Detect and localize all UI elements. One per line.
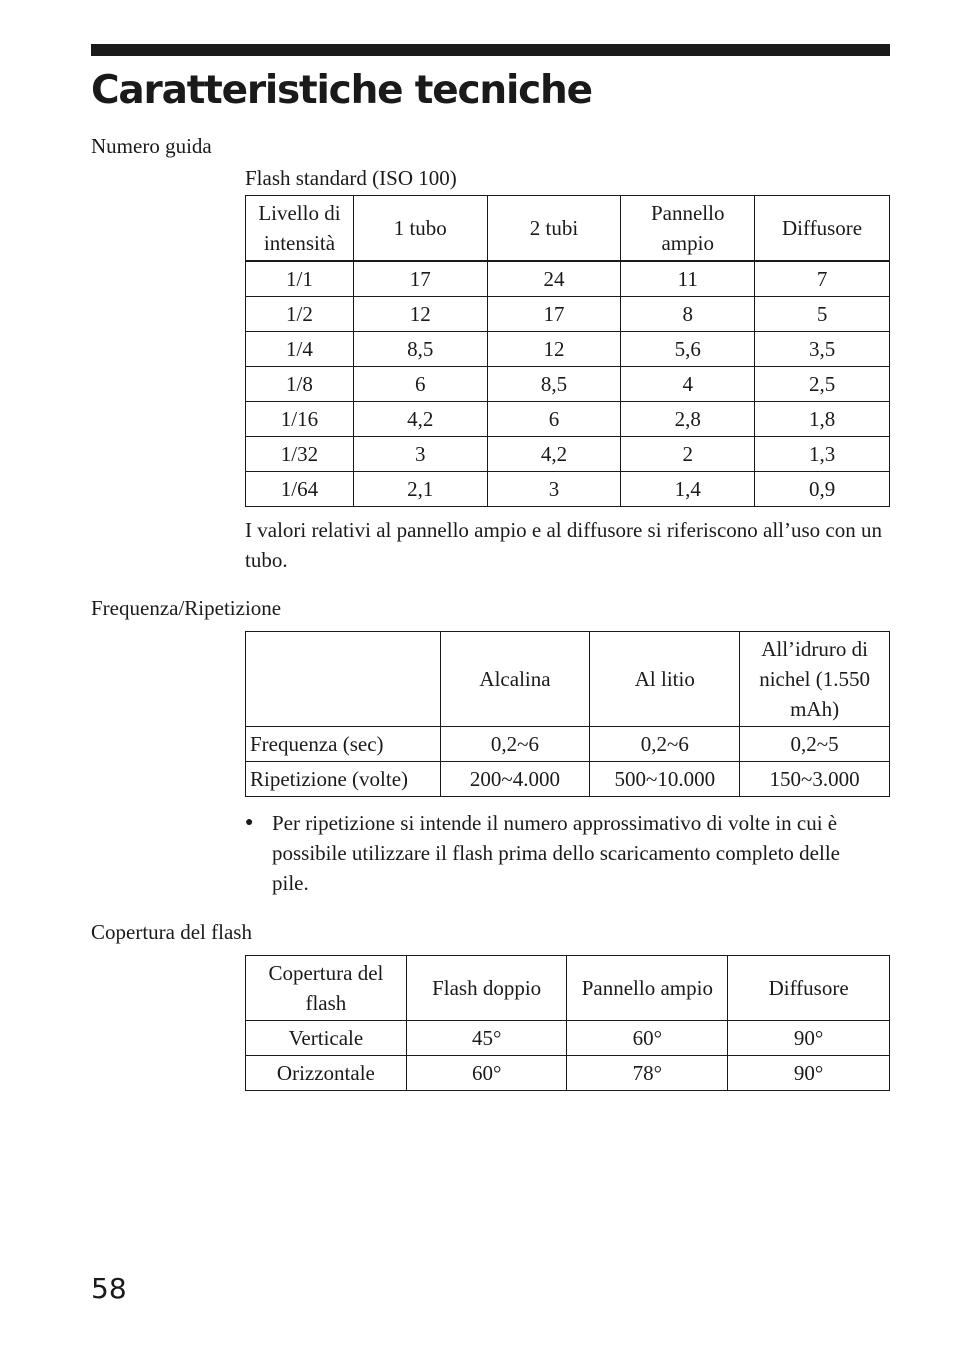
table-cell: 200~4.000 — [440, 762, 590, 797]
table-cell: 12 — [487, 332, 621, 367]
column-header: All’idruro di nichel (1.550 mAh) — [740, 632, 890, 727]
table-cell: 1/1 — [246, 261, 354, 297]
table-cell: 6 — [353, 367, 487, 402]
table-cell: 0,9 — [755, 472, 890, 507]
table-cell: 90° — [728, 1021, 890, 1056]
table-cell: 78° — [567, 1056, 728, 1091]
table-row — [246, 1056, 890, 1091]
section-label-frequency: Frequenza/Ripetizione — [91, 596, 282, 620]
column-header: Alcalina — [440, 632, 590, 727]
table-cell: 0,2~6 — [440, 727, 590, 762]
page-title: Caratteristiche tecniche — [91, 68, 592, 113]
table-cell: 24 — [487, 261, 621, 297]
table-cell: 60° — [567, 1021, 728, 1056]
table-cell: 2,1 — [353, 472, 487, 507]
bullet-text: Per ripetizione si intende il numero approssimativo di volte in cui è possibile utilizzare il flash prima dello scaricamento completo delle pile. — [272, 811, 840, 895]
row-label: Ripetizione (volte) — [246, 762, 441, 797]
page-number: 58 — [91, 1272, 127, 1305]
table-cell: 3,5 — [755, 332, 890, 367]
table-cell: 1/64 — [246, 472, 354, 507]
table-cell: 4 — [621, 367, 755, 402]
table-cell: 45° — [406, 1021, 567, 1056]
table-cell: 1/8 — [246, 367, 354, 402]
table-cell: 3 — [353, 437, 487, 472]
table-cell: 500~10.000 — [590, 762, 740, 797]
coverage-table — [245, 955, 890, 1091]
table-cell: 2,8 — [621, 402, 755, 437]
table-cell: 0,2~6 — [590, 727, 740, 762]
table-cell: 1/32 — [246, 437, 354, 472]
row-label: Verticale — [246, 1021, 407, 1056]
table-row — [246, 297, 890, 332]
table-cell: 12 — [353, 297, 487, 332]
guide-number-table — [245, 195, 890, 507]
table-cell: 4,2 — [487, 437, 621, 472]
bullet-icon: ● — [245, 815, 254, 830]
table-cell: 7 — [755, 261, 890, 297]
table-cell: 1,8 — [755, 402, 890, 437]
section-label-guide-number: Numero guida — [91, 134, 212, 158]
repetition-bullet-note — [245, 808, 865, 898]
table-cell: 5,6 — [621, 332, 755, 367]
table-row — [246, 437, 890, 472]
table-caption-iso: Flash standard (ISO 100) — [245, 166, 457, 190]
column-header: Diffusore — [755, 196, 890, 262]
table-cell: 11 — [621, 261, 755, 297]
row-label: Frequenza (sec) — [246, 727, 441, 762]
table-cell: 8 — [621, 297, 755, 332]
table-cell: 1,3 — [755, 437, 890, 472]
column-header: Pannello ampio — [567, 956, 728, 1021]
table-header-row — [246, 956, 890, 1021]
table-cell: 17 — [353, 261, 487, 297]
table-cell: 17 — [487, 297, 621, 332]
guide-number-note: I valori relativi al pannello ampio e al diffusore si riferiscono all’uso con un tubo. — [245, 518, 883, 572]
column-header: Copertura del flash — [246, 956, 407, 1021]
table-cell: 5 — [755, 297, 890, 332]
table-row — [246, 472, 890, 507]
table-cell: 1/2 — [246, 297, 354, 332]
table-row — [246, 332, 890, 367]
column-header: Diffusore — [728, 956, 890, 1021]
column-header: 1 tubo — [353, 196, 487, 262]
table-row — [246, 1021, 890, 1056]
table-cell: 90° — [728, 1056, 890, 1091]
table-cell: 1,4 — [621, 472, 755, 507]
table-cell: 0,2~5 — [740, 727, 890, 762]
row-label: Orizzontale — [246, 1056, 407, 1091]
column-header: Al litio — [590, 632, 740, 727]
header-rule — [91, 44, 890, 56]
table-cell: 60° — [406, 1056, 567, 1091]
table-row — [246, 402, 890, 437]
table-header-row — [246, 632, 890, 727]
table-cell: 8,5 — [487, 367, 621, 402]
table-row — [246, 367, 890, 402]
table-row — [246, 727, 890, 762]
table-cell: 4,2 — [353, 402, 487, 437]
table-cell: 2,5 — [755, 367, 890, 402]
column-header: Pannello ampio — [621, 196, 755, 262]
frequency-table — [245, 631, 890, 797]
table-row — [246, 261, 890, 297]
column-header: Flash doppio — [406, 956, 567, 1021]
table-row — [246, 762, 890, 797]
table-cell: 8,5 — [353, 332, 487, 367]
table-cell: 1/16 — [246, 402, 354, 437]
table-cell: 3 — [487, 472, 621, 507]
table-header-row — [246, 196, 890, 262]
section-label-coverage: Copertura del flash — [91, 920, 252, 944]
column-header: Livello di intensità — [246, 196, 354, 262]
table-cell: 2 — [621, 437, 755, 472]
table-cell: 1/4 — [246, 332, 354, 367]
column-header: 2 tubi — [487, 196, 621, 262]
column-header — [246, 632, 441, 727]
table-cell: 6 — [487, 402, 621, 437]
table-cell: 150~3.000 — [740, 762, 890, 797]
